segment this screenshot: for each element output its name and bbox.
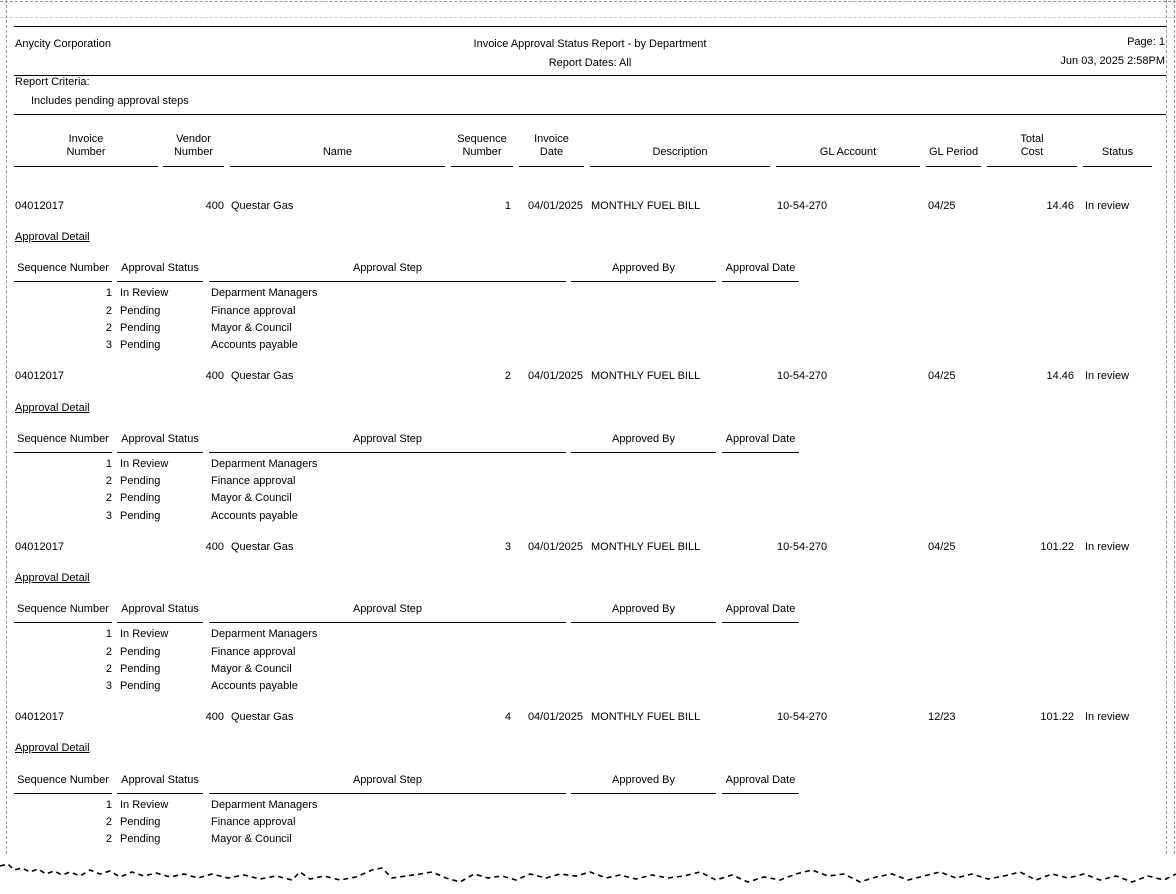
approval-status: Pending <box>120 510 161 522</box>
approval-col-status-rule <box>117 281 203 282</box>
approval-detail-label: Approval Detail <box>15 402 90 414</box>
invoice-status: In review <box>1085 711 1130 723</box>
gl-period: 04/25 <box>928 541 956 553</box>
approval-status: Pending <box>120 322 161 334</box>
invoice-number: 04012017 <box>15 200 64 212</box>
approval-col-date-rule <box>722 281 799 282</box>
approval-detail-label: Approval Detail <box>15 742 90 754</box>
total-cost: 101.22 <box>1040 541 1074 553</box>
col-sequence-number-rule <box>451 166 513 167</box>
gl-period: 12/23 <box>928 711 956 723</box>
approval-seq: 1 <box>105 287 112 299</box>
col-gl-period: GL Period <box>928 146 979 158</box>
col-invoice-number-line2: Number <box>66 146 106 158</box>
approval-col-sequence-rule <box>14 622 112 623</box>
approval-col-step-rule <box>209 281 566 282</box>
total-cost: 101.22 <box>1040 711 1074 723</box>
col-description-rule <box>590 166 770 167</box>
approval-seq: 3 <box>105 510 112 522</box>
approval-seq: 1 <box>105 799 112 811</box>
invoice-number: 04012017 <box>15 370 64 382</box>
approval-status: Pending <box>120 492 161 504</box>
approval-seq: 2 <box>105 475 112 487</box>
gl-account: 10-54-270 <box>777 711 828 723</box>
approval-step: Deparment Managers <box>211 458 318 470</box>
gl-period: 04/25 <box>928 200 956 212</box>
approval-seq: 1 <box>105 458 112 470</box>
criteria-bottom-rule <box>14 114 1166 115</box>
gl-account: 10-54-270 <box>777 200 828 212</box>
gl-period: 04/25 <box>928 370 956 382</box>
approval-step: Deparment Managers <box>211 628 318 640</box>
description: MONTHLY FUEL BILL <box>591 200 701 212</box>
approval-status: In Review <box>120 458 169 470</box>
approval-seq: 2 <box>105 663 112 675</box>
approval-seq: 2 <box>105 816 112 828</box>
approval-col-sequence: Sequence Number <box>17 262 109 274</box>
col-name-rule <box>230 166 445 167</box>
approval-col-date: Approval Date <box>725 262 796 274</box>
invoice-block <box>0 711 1176 856</box>
col-status: Status <box>1101 146 1134 158</box>
invoice-date: 04/01/2025 <box>527 370 583 382</box>
approval-seq: 2 <box>105 833 112 845</box>
vendor-name: Questar Gas <box>231 711 294 723</box>
approval-status: Pending <box>120 475 161 487</box>
sequence-number: 4 <box>504 711 511 723</box>
approval-col-status-rule <box>117 793 203 794</box>
vendor-number: 400 <box>205 200 224 212</box>
approval-col-step: Approval Step <box>352 774 423 786</box>
approval-col-status-rule <box>117 452 203 453</box>
approval-col-date: Approval Date <box>725 433 796 445</box>
col-sequence-number-line1: Sequence <box>457 133 507 145</box>
vendor-number: 400 <box>205 541 224 553</box>
approval-col-status: Approval Status <box>121 262 199 274</box>
approval-step: Deparment Managers <box>211 799 318 811</box>
approval-step: Finance approval <box>211 816 296 828</box>
approval-status: Pending <box>120 663 161 675</box>
approval-seq: 1 <box>105 628 112 640</box>
approval-col-sequence: Sequence Number <box>17 774 109 786</box>
approval-step: Accounts payable <box>211 510 298 522</box>
approval-status: In Review <box>120 628 169 640</box>
approval-col-sequence-rule <box>14 793 112 794</box>
invoice-status: In review <box>1085 200 1130 212</box>
header-top-rule <box>14 26 1166 27</box>
col-invoice-date-line1: Invoice <box>534 133 569 145</box>
col-gl-period-rule <box>926 166 981 167</box>
vendor-number: 400 <box>205 711 224 723</box>
approval-col-step: Approval Step <box>352 603 423 615</box>
approval-seq: 2 <box>105 322 112 334</box>
invoice-date: 04/01/2025 <box>527 711 583 723</box>
approval-detail-label: Approval Detail <box>15 231 90 243</box>
gl-account: 10-54-270 <box>777 541 828 553</box>
approval-col-status: Approval Status <box>121 603 199 615</box>
approval-status: Pending <box>120 680 161 692</box>
approval-col-sequence: Sequence Number <box>17 433 109 445</box>
approval-col-step-rule <box>209 622 566 623</box>
approval-col-approved-by: Approved By <box>612 603 675 615</box>
approval-col-date-rule <box>722 793 799 794</box>
vendor-name: Questar Gas <box>231 200 294 212</box>
approval-status: Pending <box>120 833 161 845</box>
report-title: Invoice Approval Status Report - by Department <box>473 38 707 50</box>
approval-step: Accounts payable <box>211 339 298 351</box>
invoice-number: 04012017 <box>15 711 64 723</box>
criteria-value: Includes pending approval steps <box>31 95 189 107</box>
page-margin-guide <box>0 17 1176 18</box>
approval-step: Mayor & Council <box>211 322 292 334</box>
header-bottom-rule <box>14 75 1166 76</box>
invoice-date: 04/01/2025 <box>527 541 583 553</box>
approval-col-step: Approval Step <box>352 433 423 445</box>
sequence-number: 1 <box>504 200 511 212</box>
sequence-number: 3 <box>504 541 511 553</box>
invoice-status: In review <box>1085 541 1130 553</box>
approval-step: Deparment Managers <box>211 287 318 299</box>
approval-col-status: Approval Status <box>121 433 199 445</box>
approval-col-step-rule <box>209 452 566 453</box>
approval-step: Mayor & Council <box>211 833 292 845</box>
approval-col-approved-by: Approved By <box>612 433 675 445</box>
approval-status: Pending <box>120 816 161 828</box>
approval-status: Pending <box>120 646 161 658</box>
sequence-number: 2 <box>504 370 511 382</box>
approval-step: Mayor & Council <box>211 492 292 504</box>
col-vendor-number-line1: Vendor <box>176 133 211 145</box>
approval-step: Accounts payable <box>211 680 298 692</box>
total-cost: 14.46 <box>1046 200 1074 212</box>
col-total-cost-rule <box>987 166 1077 167</box>
approval-col-approved-by-rule <box>571 281 716 282</box>
col-status-rule <box>1083 166 1152 167</box>
approval-status: Pending <box>120 339 161 351</box>
col-description: Description <box>652 146 708 158</box>
total-cost: 14.46 <box>1046 370 1074 382</box>
approval-col-sequence: Sequence Number <box>17 603 109 615</box>
page-top-guide <box>0 1 1176 2</box>
invoice-date: 04/01/2025 <box>527 200 583 212</box>
company-name: Anycity Corporation <box>15 38 111 50</box>
approval-status: In Review <box>120 799 169 811</box>
page-number: Page: 1 <box>1127 36 1165 48</box>
approval-col-status: Approval Status <box>121 774 199 786</box>
approval-col-approved-by-rule <box>571 452 716 453</box>
invoice-status: In review <box>1085 370 1130 382</box>
approval-seq: 3 <box>105 339 112 351</box>
approval-step: Finance approval <box>211 305 296 317</box>
approval-col-approved-by-rule <box>571 793 716 794</box>
approval-status: Pending <box>120 305 161 317</box>
approval-seq: 2 <box>105 646 112 658</box>
col-total-cost-line1: Total <box>1020 133 1044 145</box>
approval-col-date-rule <box>722 452 799 453</box>
description: MONTHLY FUEL BILL <box>591 711 701 723</box>
report-dates: Report Dates: All <box>548 57 632 69</box>
approval-col-date: Approval Date <box>725 603 796 615</box>
col-gl-account: GL Account <box>819 146 877 158</box>
approval-seq: 2 <box>105 492 112 504</box>
approval-status: In Review <box>120 287 169 299</box>
approval-seq: 3 <box>105 680 112 692</box>
invoice-block <box>0 200 1176 370</box>
col-vendor-number-rule <box>163 166 224 167</box>
approval-col-approved-by: Approved By <box>612 774 675 786</box>
approval-col-status-rule <box>117 622 203 623</box>
approval-col-sequence-rule <box>14 452 112 453</box>
approval-col-date-rule <box>722 622 799 623</box>
approval-col-sequence-rule <box>14 281 112 282</box>
invoice-number: 04012017 <box>15 541 64 553</box>
col-name: Name <box>322 146 353 158</box>
gl-account: 10-54-270 <box>777 370 828 382</box>
approval-col-step-rule <box>209 793 566 794</box>
description: MONTHLY FUEL BILL <box>591 541 701 553</box>
approval-detail-label: Approval Detail <box>15 572 90 584</box>
col-invoice-date-rule <box>519 166 584 167</box>
col-gl-account-rule <box>776 166 920 167</box>
approval-col-date: Approval Date <box>725 774 796 786</box>
vendor-number: 400 <box>205 370 224 382</box>
approval-step: Finance approval <box>211 475 296 487</box>
col-invoice-number-line1: Invoice <box>68 133 104 145</box>
col-vendor-number-line2: Number <box>173 146 214 158</box>
approval-col-step: Approval Step <box>352 262 423 274</box>
approval-step: Finance approval <box>211 646 296 658</box>
approval-step: Mayor & Council <box>211 663 292 675</box>
description: MONTHLY FUEL BILL <box>591 370 701 382</box>
generated-timestamp: Jun 03, 2025 2:58PM <box>1060 55 1165 67</box>
col-sequence-number-line2: Number <box>462 146 502 158</box>
torn-edge <box>0 856 1176 894</box>
invoice-block <box>0 541 1176 711</box>
invoice-block <box>0 370 1176 540</box>
col-invoice-number-rule <box>14 166 158 167</box>
approval-seq: 2 <box>105 305 112 317</box>
col-invoice-date-line2: Date <box>539 146 564 158</box>
vendor-name: Questar Gas <box>231 370 294 382</box>
vendor-name: Questar Gas <box>231 541 294 553</box>
approval-col-approved-by-rule <box>571 622 716 623</box>
col-total-cost-line2: Cost <box>1020 146 1044 158</box>
approval-col-approved-by: Approved By <box>612 262 675 274</box>
criteria-label: Report Criteria: <box>15 76 90 88</box>
